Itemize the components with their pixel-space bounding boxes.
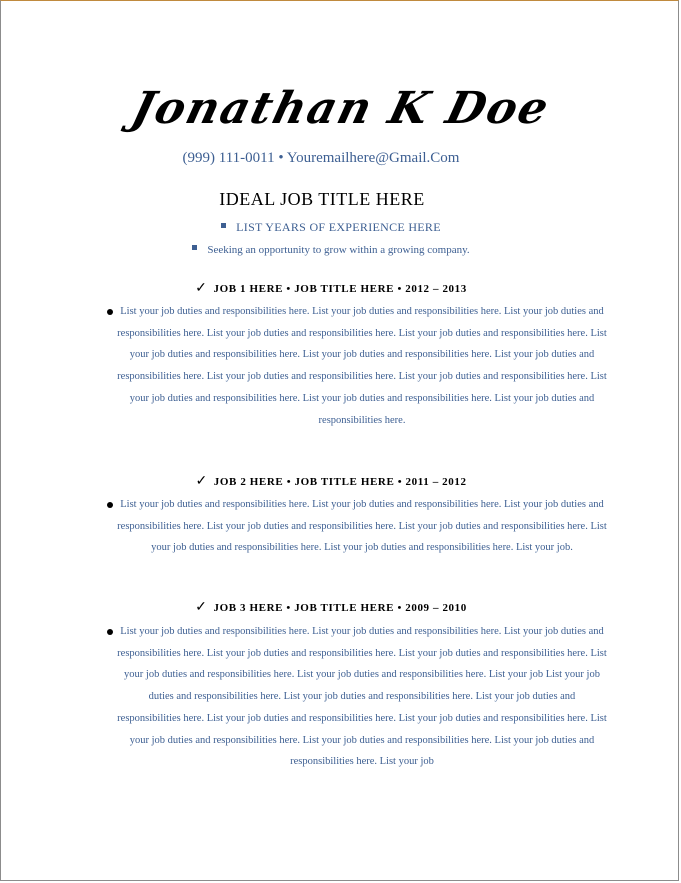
job-1-description-text: List your job duties and responsibilities here. List your job duties and responsibilities here. List your job duties and responsibilities here. List your job duties and responsibilities here. List your job duties and responsibilities here. List your job duties and responsibilities here. List your job duties and responsibilities here. List your job duties and responsibilities here. List your job duties and responsibilities here. List your job duties and responsibilities here. List your job duties and responsibilities here. List your job duties and responsibilities here. List your job duties and responsibilities here.	[117, 306, 607, 426]
job-1-heading-text: JOB 1 HERE • JOB TITLE HERE • 2012 – 2013	[213, 283, 467, 295]
job-2-description	[107, 494, 607, 559]
round-bullet-icon	[107, 629, 113, 635]
objective-text: Seeking an opportunity to grow within a growing company.	[207, 244, 470, 256]
job-1-heading	[1, 280, 661, 297]
applicant-name: Jonathan K Doe	[126, 83, 556, 134]
square-bullet-icon	[221, 223, 226, 228]
job-3-heading-text: JOB 3 HERE • JOB TITLE HERE • 2009 – 2010	[213, 602, 467, 614]
checkmark-icon: ✓	[195, 600, 208, 615]
job-1-description	[107, 301, 607, 431]
checkmark-icon: ✓	[195, 281, 208, 296]
objective-line	[1, 244, 661, 256]
experience-text: LIST YEARS OF EXPERIENCE HERE	[236, 220, 441, 234]
ideal-job-title: IDEAL JOB TITLE HERE	[219, 189, 425, 209]
round-bullet-icon	[107, 309, 113, 315]
job-2-heading-text: JOB 2 HERE • JOB TITLE HERE • 2011 – 2012	[213, 476, 467, 488]
job-2-heading	[1, 473, 661, 490]
contact-line: (999) 111-0011 • Youremailhere@Gmail.Com	[182, 150, 460, 166]
job-2-description-text: List your job duties and responsibilities here. List your job duties and responsibilities here. List your job duties and responsibilities here. List your job duties and responsibilities here. List your job duties and responsibilities here. List your job duties and responsibilities here. List your job duties and responsibilities here. List your job.	[117, 499, 607, 554]
experience-line	[1, 220, 661, 235]
checkmark-icon: ✓	[195, 474, 208, 489]
round-bullet-icon	[107, 502, 113, 508]
job-3-description	[107, 621, 607, 773]
square-bullet-icon	[192, 245, 197, 250]
job-3-heading	[1, 599, 661, 616]
job-3-description-text: List your job duties and responsibilities here. List your job duties and responsibilities here. List your job duties and responsibilities here. List your job duties and responsibilities here. List your job duties and responsibilities here. List your job duties and responsibilities here. List your job duties and responsibilities here. List your job List your job duties and responsibilities here. List your job duties and responsibilities here. List your job duties and responsibilities here. List your job duties and responsibilities here. List your job duties and responsibilities here. List your job duties and responsibilities here. List your job duties and responsibilities here. List your job duties and responsibilities here. List your job	[117, 626, 607, 768]
